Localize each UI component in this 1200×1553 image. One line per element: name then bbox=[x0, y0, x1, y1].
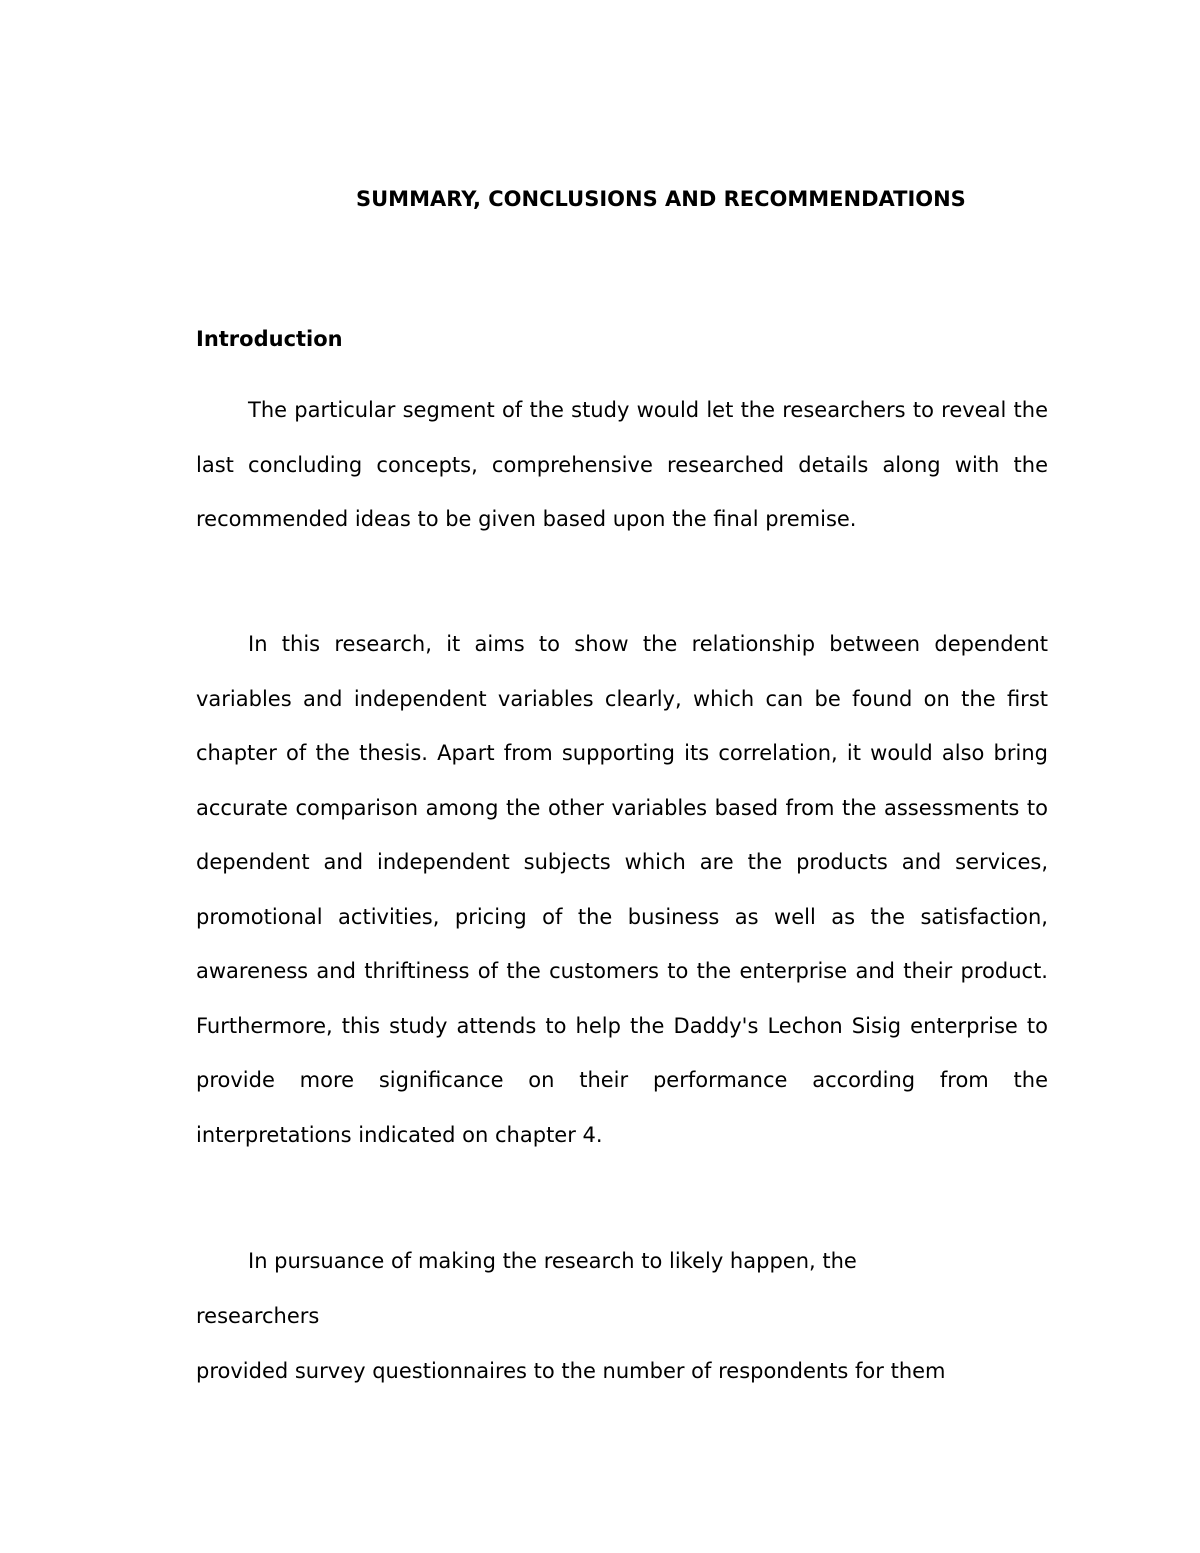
paragraph-pursuance: In pursuance of making the research to likely happen, the bbox=[248, 1249, 857, 1273]
section-heading: Introduction bbox=[196, 327, 343, 351]
paragraph-research-aims: In this research, it aims to show the relationship between dependent variables and independent variables clearly, which can be found on the first chapter of the thesis. Apart from supporting its correlation, it would also bring accurate comparison among the other variables based from the assessments to dependent and independent subjects which are the products and services, promotional activities, pricing of the business as well as the satisfaction, awareness and thriftiness of the customers to the enterprise and their product. Furthermore, this study attends to help the Daddy's Lechon Sisig enterprise to provide more significance on their performance according from the interpretations indicated on chapter 4. bbox=[196, 632, 1048, 1147]
continuation-line: provided survey questionnaires to the number of respondents for them bbox=[196, 1359, 946, 1383]
paragraph-intro: The particular segment of the study would let the researchers to reveal the last concluding concepts, comprehensive researched details along with the recommended ideas to be given based upon the final premise. bbox=[196, 398, 1048, 531]
continuation-line: researchers bbox=[196, 1304, 320, 1328]
document-title: SUMMARY, CONCLUSIONS AND RECOMMENDATIONS bbox=[356, 187, 966, 211]
